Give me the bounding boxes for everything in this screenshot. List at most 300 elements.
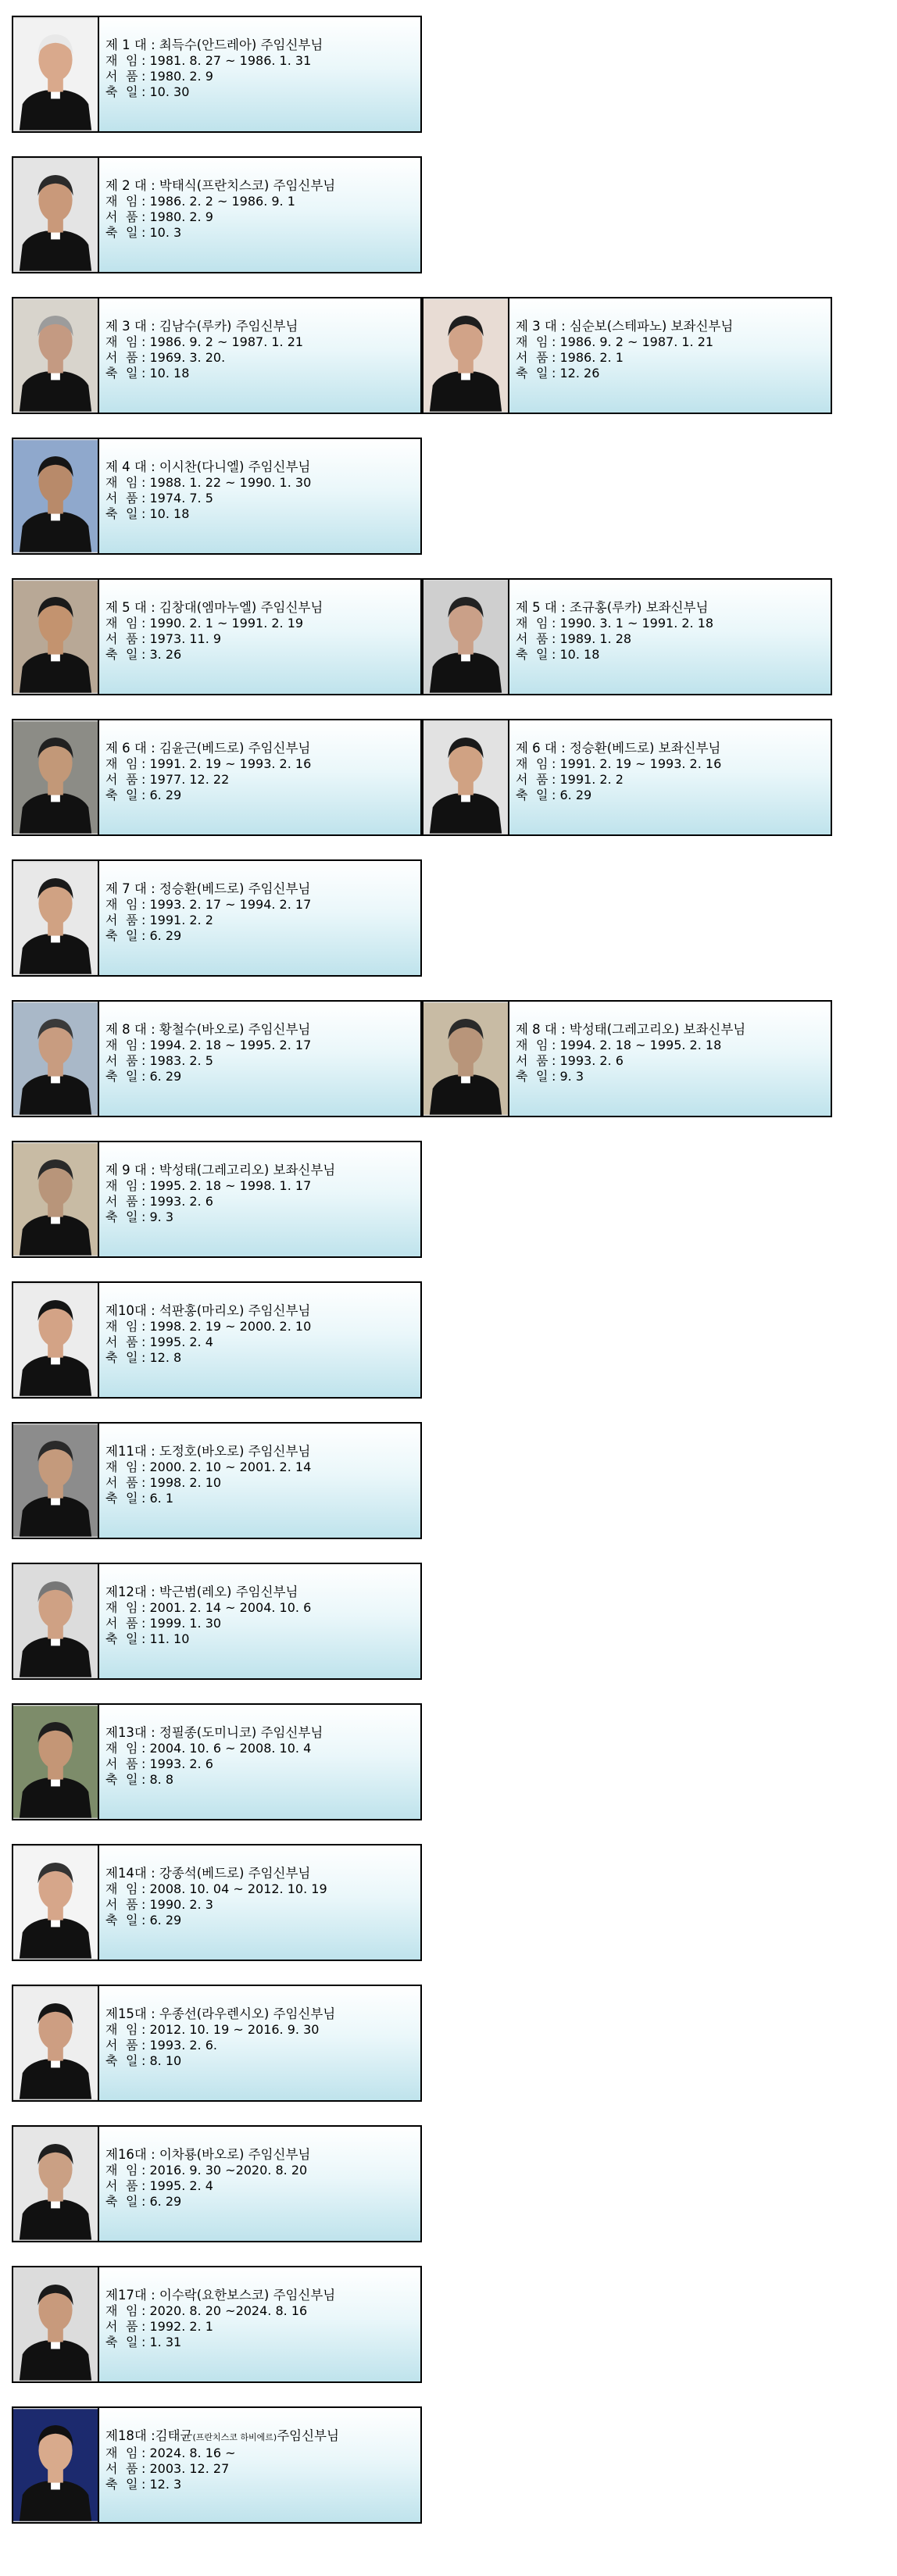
priest-photo: [13, 720, 99, 834]
ordination-label-a: 서: [516, 631, 528, 646]
ordination-line: [105, 1756, 420, 1772]
feast-label-a: 축: [105, 788, 118, 802]
term-label-a: 재: [105, 2446, 118, 2460]
feast-line: [516, 1069, 831, 1084]
ordination-label-a: 서: [516, 772, 528, 787]
feast-value: : 6. 1: [141, 1491, 174, 1506]
term-value: : 2020. 8. 20 ~2024. 8. 16: [141, 2303, 308, 2318]
term-label-b: 임: [536, 616, 549, 631]
term-line: [105, 53, 420, 69]
ordination-label-b: 품: [126, 1897, 138, 1912]
feast-value: : 12. 3: [141, 2477, 182, 2492]
ordination-label-b: 품: [126, 1475, 138, 1490]
priest-info: [99, 298, 420, 413]
term-line: [105, 334, 420, 350]
term-value: : 1986. 9. 2 ~ 1987. 1. 21: [552, 334, 714, 349]
term-line: [105, 1178, 420, 1194]
ordination-label-b: 품: [126, 350, 138, 365]
ordination-value: : 1980. 2. 9: [141, 209, 213, 224]
ordination-label-b: 품: [536, 1053, 549, 1068]
feast-value: : 10. 30: [141, 84, 190, 99]
ordination-label-a: 서: [105, 1616, 118, 1631]
term-label-a: 재: [105, 1741, 118, 1756]
term-line: [516, 616, 831, 631]
term-label-a: 재: [105, 1881, 118, 1896]
priest-info: [99, 580, 420, 694]
ordination-value: : 1998. 2. 10: [141, 1475, 222, 1490]
ordination-line: [105, 1194, 420, 1209]
priest-info: [99, 1002, 420, 1116]
ordination-line: [516, 1053, 831, 1069]
feast-label-b: 일: [126, 506, 138, 521]
feast-line: [105, 2194, 420, 2210]
priest-portrait-icon: [423, 720, 508, 834]
term-value: : 1995. 2. 18 ~ 1998. 1. 17: [141, 1178, 312, 1193]
priest-title: 제13대 : 정필종(도미니코) 주임신부님: [105, 1725, 323, 1740]
ordination-value: : 1993. 2. 6: [552, 1053, 624, 1068]
feast-line: [105, 84, 420, 100]
priest-photo: [13, 1564, 99, 1678]
ordination-label-a: 서: [105, 2461, 118, 2476]
feast-line: [516, 647, 831, 663]
ordination-line: [105, 1475, 420, 1491]
priest-title: 제10대 : 석판홍(마리오) 주임신부님: [105, 1303, 311, 1318]
feast-label-a: 축: [105, 2053, 118, 2068]
feast-label-a: 축: [105, 2194, 118, 2209]
ordination-value: : 1969. 3. 20.: [141, 350, 226, 365]
term-label-b: 임: [536, 1038, 549, 1052]
feast-label-a: 축: [105, 506, 118, 521]
feast-label-b: 일: [126, 84, 138, 99]
ordination-value: : 1980. 2. 9: [141, 69, 213, 84]
priest-portrait-icon: [13, 2408, 98, 2522]
priest-card: [12, 2266, 422, 2383]
term-label-a: 재: [105, 1178, 118, 1193]
ordination-value: : 1993. 2. 6: [141, 1756, 213, 1771]
ordination-value: : 1992. 2. 1: [141, 2319, 213, 2334]
ordination-value: : 1993. 2. 6: [141, 1194, 213, 1209]
priest-card: [12, 1000, 422, 1117]
priest-card: [12, 1141, 422, 1258]
priest-photo: [13, 298, 99, 413]
ordination-label-b: 품: [126, 1756, 138, 1771]
term-label-a: 재: [516, 334, 528, 349]
ordination-label-a: 서: [105, 1475, 118, 1490]
feast-label-b: 일: [126, 1209, 138, 1224]
term-label-a: 재: [105, 2163, 118, 2178]
ordination-label-b: 품: [126, 631, 138, 646]
feast-line: [105, 2053, 420, 2069]
priest-info: [509, 580, 831, 694]
feast-label-b: 일: [126, 928, 138, 943]
term-label-b: 임: [536, 334, 549, 349]
priest-card: [12, 2406, 422, 2524]
term-value: : 2001. 2. 14 ~ 2004. 10. 6: [141, 1600, 312, 1615]
priest-title-tail: 주임신부님: [277, 2428, 339, 2443]
ordination-label-a: 서: [516, 1053, 528, 1068]
priest-portrait-icon: [13, 2267, 98, 2381]
feast-line: [105, 366, 420, 381]
ordination-label-a: 서: [105, 350, 118, 365]
ordination-line: [105, 631, 420, 647]
ordination-value: : 1991. 2. 2: [552, 772, 624, 787]
priest-title: 제 6 대 : 정승환(베드로) 보좌신부님: [516, 741, 721, 756]
feast-value: : 10. 18: [141, 506, 190, 521]
term-label-a: 재: [105, 1319, 118, 1334]
priest-portrait-icon: [13, 861, 98, 975]
priest-photo: [13, 1002, 99, 1116]
term-label-a: 재: [516, 756, 528, 771]
feast-line: [105, 788, 420, 803]
feast-label-a: 축: [105, 1772, 118, 1787]
term-line: [105, 194, 420, 209]
priest-info: [99, 720, 420, 834]
priest-info: [509, 298, 831, 413]
term-label-a: 재: [105, 475, 118, 490]
priest-photo: [13, 2127, 99, 2241]
ordination-value: : 1977. 12. 22: [141, 772, 230, 787]
priest-photo: [13, 439, 99, 553]
feast-label-b: 일: [126, 1491, 138, 1506]
priest-photo: [13, 861, 99, 975]
priest-portrait-icon: [13, 1705, 98, 1819]
priest-card: [422, 1000, 832, 1117]
term-line: [105, 897, 420, 913]
ordination-value: : 1995. 2. 4: [141, 2178, 213, 2193]
feast-label-b: 일: [126, 788, 138, 802]
priest-card: [12, 297, 422, 414]
feast-value: : 9. 3: [552, 1069, 584, 1084]
term-label-b: 임: [126, 194, 138, 209]
feast-value: : 1. 31: [141, 2335, 182, 2349]
term-line: [105, 2303, 420, 2319]
feast-line: [105, 1350, 420, 1366]
priest-portrait-icon: [13, 1564, 98, 1678]
feast-line: [105, 2477, 420, 2492]
term-label-a: 재: [516, 616, 528, 631]
feast-line: [105, 2335, 420, 2350]
term-label-b: 임: [126, 1038, 138, 1052]
feast-label-b: 일: [126, 2477, 138, 2492]
priest-photo: [13, 1705, 99, 1819]
ordination-line: [516, 772, 831, 788]
ordination-label-a: 서: [105, 69, 118, 84]
ordination-line: [105, 2461, 420, 2477]
term-label-a: 재: [105, 53, 118, 68]
feast-value: : 8. 10: [141, 2053, 182, 2068]
feast-line: [105, 1913, 420, 1928]
feast-label-b: 일: [126, 1772, 138, 1787]
priest-photo: [13, 580, 99, 694]
feast-label-b: 일: [536, 647, 549, 662]
priest-portrait-icon: [13, 298, 98, 413]
term-value: : 1990. 2. 1 ~ 1991. 2. 19: [141, 616, 304, 631]
term-line: [105, 1319, 420, 1334]
term-label-a: 재: [105, 1459, 118, 1474]
ordination-label-a: 서: [105, 772, 118, 787]
term-label-b: 임: [126, 897, 138, 912]
priest-card: [12, 1703, 422, 1820]
ordination-line: [105, 209, 420, 225]
ordination-value: : 1973. 11. 9: [141, 631, 222, 646]
ordination-value: : 1986. 2. 1: [552, 350, 624, 365]
feast-label-b: 일: [536, 1069, 549, 1084]
ordination-label-a: 서: [105, 209, 118, 224]
feast-label-b: 일: [126, 366, 138, 381]
term-value: : 2024. 8. 16 ~: [141, 2446, 236, 2460]
priest-info: [99, 2127, 420, 2241]
priest-title: 제 5 대 : 김창대(엠마누엘) 주임신부님: [105, 600, 323, 615]
term-label-b: 임: [126, 1741, 138, 1756]
priest-portrait-icon: [13, 1845, 98, 1960]
priest-info: [99, 439, 420, 553]
term-value: : 1998. 2. 19 ~ 2000. 2. 10: [141, 1319, 312, 1334]
feast-label-b: 일: [126, 225, 138, 240]
feast-line: [105, 1209, 420, 1225]
term-label-b: 임: [126, 1319, 138, 1334]
ordination-value: : 1995. 2. 4: [141, 1334, 213, 1349]
priest-info: [99, 1564, 420, 1678]
priest-title: [105, 2428, 420, 2446]
ordination-label-b: 품: [126, 2038, 138, 2053]
feast-line: [105, 225, 420, 241]
priest-title: 제 3 대 : 심순보(스테파노) 보좌신부님: [516, 319, 734, 334]
priest-photo: [13, 158, 99, 272]
priest-card: [12, 578, 422, 695]
priest-portrait-icon: [423, 1002, 508, 1116]
priest-card: [12, 859, 422, 977]
priest-title: 제 5 대 : 조규홍(루카) 보좌신부님: [516, 600, 709, 615]
feast-value: : 10. 18: [552, 647, 600, 662]
feast-label-b: 일: [536, 366, 549, 381]
feast-line: [516, 366, 831, 381]
feast-value: : 12. 8: [141, 1350, 182, 1365]
feast-label-a: 축: [516, 366, 528, 381]
priest-portrait-icon: [13, 439, 98, 553]
priest-photo: [423, 298, 509, 413]
ordination-label-b: 품: [126, 209, 138, 224]
feast-line: [105, 1491, 420, 1506]
priest-info: [99, 158, 420, 272]
priest-title: 제 8 대 : 박성태(그레고리오) 보좌신부님: [516, 1022, 746, 1037]
term-label-a: 재: [105, 194, 118, 209]
priest-photo: [423, 1002, 509, 1116]
priest-info: [99, 861, 420, 975]
priest-photo: [13, 2267, 99, 2381]
ordination-label-b: 품: [536, 350, 549, 365]
priest-portrait-icon: [423, 298, 508, 413]
priest-portrait-icon: [13, 1142, 98, 1256]
priest-portrait-icon: [13, 720, 98, 834]
feast-line: [105, 506, 420, 522]
priest-title: 제17대 : 이수락(요한보스코) 주임신부님: [105, 2288, 336, 2303]
term-label-a: 재: [105, 1600, 118, 1615]
term-value: : 2008. 10. 04 ~ 2012. 10. 19: [141, 1881, 327, 1896]
feast-line: [105, 1631, 420, 1647]
priest-portrait-icon: [423, 580, 508, 694]
term-line: [105, 1038, 420, 1053]
priest-info: [99, 1845, 420, 1960]
priest-info: [99, 1142, 420, 1256]
priest-title-head: 제18대 :김태균: [105, 2428, 193, 2443]
ordination-line: [105, 772, 420, 788]
priest-info: [99, 2408, 420, 2522]
feast-label-b: 일: [126, 1069, 138, 1084]
ordination-line: [105, 913, 420, 928]
priest-portrait-icon: [13, 1002, 98, 1116]
ordination-value: : 1990. 2. 3: [141, 1897, 213, 1912]
feast-value: : 10. 18: [141, 366, 190, 381]
priest-card: [422, 297, 832, 414]
priest-card: [12, 719, 422, 836]
priest-photo: [13, 1845, 99, 1960]
priest-title-small: (프란치스코 하비에르): [192, 2432, 277, 2442]
priest-title: 제12대 : 박근범(레오) 주임신부님: [105, 1585, 298, 1599]
term-label-b: 임: [126, 1178, 138, 1193]
priest-info: [99, 1986, 420, 2100]
feast-line: [516, 788, 831, 803]
ordination-label-a: 서: [105, 2038, 118, 2053]
priest-card: [422, 719, 832, 836]
feast-label-b: 일: [126, 2335, 138, 2349]
term-label-a: 재: [105, 2022, 118, 2037]
feast-value: : 3. 26: [141, 647, 182, 662]
term-value: : 1988. 1. 22 ~ 1990. 1. 30: [141, 475, 312, 490]
priest-info: [509, 1002, 831, 1116]
priest-card: [12, 1844, 422, 1961]
term-label-b: 임: [126, 756, 138, 771]
term-label-b: 임: [126, 1881, 138, 1896]
ordination-line: [105, 1334, 420, 1350]
feast-value: : 6. 29: [141, 1069, 182, 1084]
priest-portrait-icon: [13, 580, 98, 694]
ordination-label-b: 품: [126, 2319, 138, 2334]
ordination-label-a: 서: [105, 913, 118, 927]
feast-value: : 6. 29: [141, 2194, 182, 2209]
term-label-b: 임: [536, 756, 549, 771]
feast-label-a: 축: [105, 1069, 118, 1084]
term-line: [516, 334, 831, 350]
priest-info: [99, 1283, 420, 1397]
term-value: : 1991. 2. 19 ~ 1993. 2. 16: [141, 756, 312, 771]
feast-label-a: 축: [105, 1491, 118, 1506]
feast-value: : 11. 10: [141, 1631, 190, 1646]
ordination-value: : 1991. 2. 2: [141, 913, 213, 927]
term-line: [105, 1881, 420, 1897]
ordination-label-a: 서: [105, 1053, 118, 1068]
feast-value: : 6. 29: [141, 1913, 182, 1928]
ordination-label-b: 품: [126, 1053, 138, 1068]
priest-photo: [423, 720, 509, 834]
term-line: [105, 1459, 420, 1475]
ordination-value: : 1974. 7. 5: [141, 491, 213, 506]
feast-label-a: 축: [105, 1350, 118, 1365]
term-label-b: 임: [126, 1459, 138, 1474]
feast-label-b: 일: [126, 2194, 138, 2209]
term-line: [105, 2446, 420, 2461]
ordination-label-a: 서: [105, 631, 118, 646]
ordination-label-b: 품: [126, 913, 138, 927]
feast-label-a: 축: [516, 1069, 528, 1084]
term-value: : 1981. 8. 27 ~ 1986. 1. 31: [141, 53, 312, 68]
feast-line: [105, 1772, 420, 1788]
term-label-a: 재: [105, 1038, 118, 1052]
priest-card: [12, 1422, 422, 1539]
priest-photo: [13, 1142, 99, 1256]
term-value: : 2012. 10. 19 ~ 2016. 9. 30: [141, 2022, 320, 2037]
feast-label-a: 축: [105, 225, 118, 240]
term-line: [516, 1038, 831, 1053]
feast-label-a: 축: [105, 1913, 118, 1928]
ordination-label-a: 서: [105, 1897, 118, 1912]
term-label-b: 임: [126, 616, 138, 631]
ordination-label-a: 서: [105, 491, 118, 506]
ordination-label-b: 품: [126, 491, 138, 506]
term-line: [105, 2163, 420, 2178]
term-value: : 1991. 2. 19 ~ 1993. 2. 16: [552, 756, 722, 771]
term-label-b: 임: [126, 2022, 138, 2037]
ordination-label-b: 품: [126, 1616, 138, 1631]
term-label-a: 재: [105, 897, 118, 912]
term-label-a: 재: [105, 756, 118, 771]
priest-portrait-icon: [13, 1283, 98, 1397]
priest-photo: [13, 17, 99, 131]
feast-label-a: 축: [105, 366, 118, 381]
feast-label-a: 축: [516, 788, 528, 802]
feast-value: : 8. 8: [141, 1772, 174, 1787]
ordination-value: : 2003. 12. 27: [141, 2461, 230, 2476]
term-value: : 1986. 9. 2 ~ 1987. 1. 21: [141, 334, 304, 349]
ordination-label-b: 품: [126, 2461, 138, 2476]
priest-card: [12, 1281, 422, 1399]
ordination-line: [105, 1616, 420, 1631]
priest-photo: [423, 580, 509, 694]
priest-card: [12, 156, 422, 273]
term-label-b: 임: [126, 475, 138, 490]
feast-value: : 6. 29: [552, 788, 592, 802]
ordination-label-a: 서: [105, 1334, 118, 1349]
feast-label-a: 축: [105, 2477, 118, 2492]
term-line: [105, 475, 420, 491]
ordination-label-a: 서: [105, 2178, 118, 2193]
ordination-value: : 1989. 1. 28: [552, 631, 632, 646]
feast-label-a: 축: [105, 1631, 118, 1646]
priest-card: [12, 1563, 422, 1680]
priest-info: [99, 2267, 420, 2381]
priest-card: [12, 2125, 422, 2242]
priest-title: 제 8 대 : 황철수(바오로) 주임신부님: [105, 1022, 311, 1037]
feast-label-a: 축: [105, 84, 118, 99]
ordination-label-b: 품: [536, 631, 549, 646]
feast-value: : 10. 3: [141, 225, 182, 240]
feast-label-a: 축: [105, 647, 118, 662]
ordination-line: [105, 491, 420, 506]
priest-title: 제 1 대 : 최득수(안드레아) 주임신부님: [105, 38, 323, 52]
priest-photo: [13, 2408, 99, 2522]
feast-label-a: 축: [105, 2335, 118, 2349]
priest-photo: [13, 1424, 99, 1538]
term-label-a: 재: [516, 1038, 528, 1052]
ordination-label-a: 서: [105, 1194, 118, 1209]
priest-title: 제 7 대 : 정승환(베드로) 주임신부님: [105, 881, 311, 896]
priest-card: [12, 1985, 422, 2102]
term-value: : 1993. 2. 17 ~ 1994. 2. 17: [141, 897, 312, 912]
priest-photo: [13, 1283, 99, 1397]
priest-title: 제14대 : 강종석(베드로) 주임신부님: [105, 1866, 311, 1881]
feast-label-a: 축: [105, 1209, 118, 1224]
feast-label-b: 일: [126, 1913, 138, 1928]
term-label-b: 임: [126, 53, 138, 68]
